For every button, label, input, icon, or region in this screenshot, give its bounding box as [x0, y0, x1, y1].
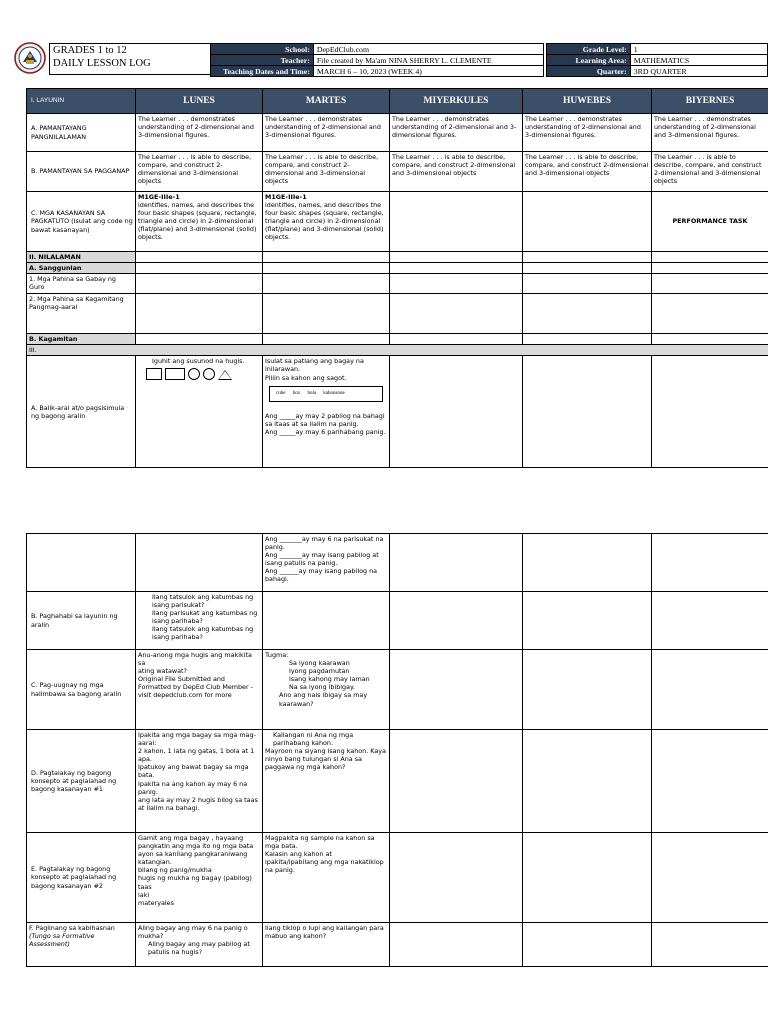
performance-standard-text: The Learner . . . is able to describe, compare, and construct 2-dimensional and 3-dimensional objects	[652, 152, 768, 192]
empty-cell	[136, 334, 263, 345]
table-row	[27, 356, 768, 468]
empty-cell	[652, 263, 768, 274]
balik-aral-tue-line: Piliin sa kahon ang sagot.	[265, 373, 347, 382]
tugma-question: Ano ang nais ibigay sa may kaarawan?	[279, 691, 368, 708]
empty-cell	[390, 192, 523, 252]
empty-cell	[523, 592, 652, 650]
balik-aral-tue-line: Isulat sa patlang ang bagay na inilarawan.	[265, 357, 364, 374]
paglinang-tue-line: Ilang tiklop o lupi ang kailangan para mabuo ang kahon?	[265, 924, 384, 941]
empty-cell	[263, 294, 390, 334]
table-row	[27, 274, 768, 294]
empty-cell	[136, 534, 263, 592]
empty-cell	[523, 274, 652, 294]
row-label-kagamitan: B. Kagamitan	[27, 334, 136, 345]
content-standard-text: The Learner . . . demonstrates understanding of 2-dimensional and 3-dimensional figures.	[390, 114, 523, 152]
empty-cell	[390, 730, 523, 833]
deped-seal-icon	[14, 42, 46, 74]
pagtalakay1-mon-line: Ipakita ang mga bagay sa mga mag-aaral:	[138, 731, 256, 748]
empty-cell	[523, 263, 652, 274]
paglinang-mon-line: Aling bagay ang may pabilog at patulis na hugis?	[148, 940, 250, 957]
empty-cell	[263, 252, 390, 263]
circle-shape-icon	[203, 368, 215, 380]
grade-level-label: Grade Level:	[547, 44, 631, 55]
dates-value: MARCH 6 – 10, 2023 (WEEK 4)	[313, 66, 543, 77]
empty-cell	[523, 923, 652, 967]
paghahabi-monday	[136, 592, 263, 650]
table-row	[27, 592, 768, 650]
empty-cell	[263, 263, 390, 274]
empty-cell	[652, 923, 768, 967]
empty-cell	[523, 192, 652, 252]
empty-cell	[523, 252, 652, 263]
pag-uugnay-mon-line: ating watawat?	[138, 667, 187, 676]
empty-cell	[263, 334, 390, 345]
empty-cell	[652, 650, 768, 730]
empty-cell	[390, 356, 523, 468]
row-label-pagtalakay-2: E. Pagtalakay ng bagong konsepto at paglalahad ng bagong kasanayan #2	[27, 833, 136, 923]
section-header-layunin: I. LAYUNIN	[27, 89, 136, 114]
empty-cell	[390, 923, 523, 967]
balik-aral-mon-instruction: Iguhit ang susunod na hugis.	[152, 357, 245, 366]
day-header-miyerkules: MIYERKULES	[390, 89, 523, 114]
tugma-line: Sa iyong kaarawan	[289, 659, 350, 668]
paglinang-tuesday	[263, 923, 390, 967]
competency-text: identifies, names, and describes the four basic shapes (square, rectangle, triangle and circle) in 2-dimensional (flat/plane) and 3-dimensional (solid) objects.	[138, 201, 257, 242]
paghahabi-question: Ilang parisukat ang katumbas ng isang parihaba?	[152, 609, 258, 626]
learning-area-value: MATHEMATICS	[630, 55, 767, 66]
pagtalakay2-tue-line: Kalasin ang kahon at ipakita/ipabilang ang mga nakatiklop na panig.	[265, 850, 384, 875]
day-header-martes: MARTES	[263, 89, 390, 114]
pagtalakay2-tuesday	[263, 833, 390, 923]
empty-cell	[652, 534, 768, 592]
grade-level-value: 1	[630, 44, 767, 55]
empty-cell	[652, 833, 768, 923]
paghahabi-question: Ilang tatsulok ang katumbas ng isang parihaba?	[152, 625, 254, 642]
paglinang-mon-line: Aling bagay ang may 6 na panig o mukha?	[138, 924, 248, 941]
pagtalakay1-mon-line: Ipakita na ang kahon ay may 6 na panig.	[138, 779, 248, 796]
tugma-line: Isang kahong may laman	[289, 675, 370, 684]
row-label-pamantayan-sa-pagganap: B. PAMANTAYAN SA PAGGANAP	[27, 152, 136, 192]
empty-cell	[390, 263, 523, 274]
table-row	[27, 650, 768, 730]
empty-cell	[523, 730, 652, 833]
day-header-huwebes: HUWEBES	[523, 89, 652, 114]
empty-cell	[390, 534, 523, 592]
empty-cell	[652, 294, 768, 334]
grades-title-box	[49, 43, 219, 75]
teacher-value: File created by Ma'am NINA SHERRY L. CLEMENTE	[313, 55, 543, 66]
content-standard-text: The Learner . . . demonstrates understanding of 2-dimensional and 3-dimensional figures.	[523, 114, 652, 152]
balik-aral-continued-tuesday	[263, 534, 390, 592]
empty-cell	[652, 334, 768, 345]
empty-cell	[652, 252, 768, 263]
empty-cell	[263, 274, 390, 294]
dates-label: Teaching Dates and Time:	[211, 66, 314, 77]
row-label-balik-aral: A. Balik-aral at/o pagsisimula ng bagong aralin	[27, 356, 136, 468]
rectangle-shape-icon	[165, 368, 185, 380]
row-label-pag-uugnay: C. Pag-uugnay ng mga halimbawa sa bagong aralin	[27, 650, 136, 730]
empty-cell	[523, 534, 652, 592]
quarter-label: Quarter:	[547, 66, 631, 77]
paglinang-sublabel: (Tungo sa Formative Assessment)	[29, 932, 95, 949]
performance-standard-text: The Learner . . . is able to describe, compare, and construct 2-dimensional and 3-dimensional objects	[263, 152, 390, 192]
empty-cell	[523, 294, 652, 334]
school-label: School:	[211, 44, 314, 55]
circle-shape-icon	[188, 368, 200, 380]
empty-cell	[390, 334, 523, 345]
balik-aral-monday	[136, 356, 263, 468]
empty-cell	[136, 274, 263, 294]
table-row	[27, 923, 768, 967]
performance-standard-text: The Learner . . . is able to describe, compare, and construct 2-dimensional and 3-dimensional objects	[390, 152, 523, 192]
competency-text: identifies, names, and describes the four basic shapes (square, rectangle, triangle and circle) in 2-dimensional (flat/plane) and 3-dimensional (solid) objects.	[265, 201, 384, 242]
empty-cell	[390, 252, 523, 263]
table-row	[27, 252, 768, 263]
empty-cell	[136, 263, 263, 274]
lesson-log-table-page-1	[26, 88, 768, 468]
table-row	[27, 152, 768, 192]
empty-cell	[136, 252, 263, 263]
grade-info-table	[546, 43, 768, 77]
pag-uugnay-monday	[136, 650, 263, 730]
empty-cell	[523, 334, 652, 345]
empty-cell	[390, 592, 523, 650]
competency-code: M1GE-IIIe-1	[265, 193, 307, 201]
triangle-shape-icon	[218, 370, 232, 380]
balik-aral-tue-line: Ang _____ay may 6 parihabang panig.	[265, 427, 386, 436]
pagtalakay1-monday	[136, 730, 263, 833]
pag-uugnay-tuesday	[263, 650, 390, 730]
balik-aral-tuesday	[263, 356, 390, 468]
pagtalakay1-tuesday	[263, 730, 390, 833]
tugma-title: Tugma:	[265, 651, 289, 659]
empty-cell	[390, 294, 523, 334]
table-row	[27, 263, 768, 274]
balik-aral-tue-line: Ang ______ay may isang pabilog na bahagi.	[265, 567, 378, 584]
pagtalakay2-mon-line: hugis ng mukha ng bagay (pabilog)	[138, 874, 252, 883]
pag-uugnay-mon-line: Original File Submitted and Formatted by DepEd Club Member - visit depedclub.com for more	[138, 675, 253, 700]
shape-pattern	[146, 368, 260, 380]
content-standard-text: The Learner . . . demonstrates understanding of 2-dimensional and 3-dimensional figures.	[136, 114, 263, 152]
row-label-ref-pangmag-aaral: 2. Mga Pahina sa Kagamitang Pangmag-aaral	[27, 294, 136, 334]
day-header-lunes: LUNES	[136, 89, 263, 114]
grades-line-2: DAILY LESSON LOG	[53, 58, 151, 69]
performance-standard-text: The Learner . . . is able to describe, compare, and construct 2-dimensional and 3-dimensional objects	[136, 152, 263, 192]
empty-cell	[263, 592, 390, 650]
pagtalakay2-mon-line: taas	[138, 882, 152, 891]
competency-code: M1GE-IIIe-1	[138, 193, 180, 201]
paglinang-label: F. Paglinang sa kabihasnan	[29, 924, 115, 932]
row-label-pagtalakay-1: D. Pagtalakay ng bagong konsepto at paglalahad ng bagong kasanayan #1	[27, 730, 136, 833]
lesson-log-table-page-2	[26, 533, 768, 967]
table-row	[27, 334, 768, 345]
school-info-table	[210, 43, 544, 77]
pagtalakay1-tue-line: Mayroon na siyang isang kahon. Kaya ninyo bang tulungan si Ana sa paggawa ng mga kahon?	[265, 747, 386, 772]
row-label-pamantayang-pangnilalaman: A. PAMANTAYANG PANGNILALAMAN	[27, 114, 136, 152]
balik-aral-tue-line: Ang _______ay may isang pabilog at isang patulis na panig.	[265, 551, 379, 568]
balik-aral-tue-line: Ang _______ay may 6 na parisukat na panig.	[265, 535, 384, 552]
empty-cell	[523, 650, 652, 730]
pag-uugnay-mon-line: Anu-anong mga hugis ang makikita sa	[138, 651, 252, 668]
performance-task-label: PERFORMANCE TASK	[652, 192, 768, 252]
empty-cell	[390, 274, 523, 294]
learning-area-label: Learning Area:	[547, 55, 631, 66]
empty-cell	[652, 730, 768, 833]
pagtalakay2-monday	[136, 833, 263, 923]
content-standard-text: The Learner . . . demonstrates understanding of 2-dimensional and 3-dimensional figures.	[263, 114, 390, 152]
empty-cell	[27, 534, 136, 592]
empty-cell	[652, 592, 768, 650]
competency-cell	[263, 192, 390, 252]
pagtalakay1-tue-line: Kailangan ni Ana ng mga parihabang kahon.	[273, 731, 354, 748]
row-label-mga-kasanayan: C. MGA KASANAYAN SA PAGKATUTO (Isulat ang code ng bawat kasanayan)	[27, 192, 136, 252]
content-standard-text: The Learner . . . demonstrates understanding of 2-dimensional and 3-dimensional figures.	[652, 114, 768, 152]
row-label-paglinang	[27, 923, 136, 967]
empty-cell	[390, 833, 523, 923]
pagtalakay1-mon-line: 2 kahon, 1 lata ng gatas, 1 bola at 1 apa.	[138, 747, 255, 764]
paglinang-monday	[136, 923, 263, 967]
grades-line-1: GRADES 1 to 12	[53, 45, 127, 56]
row-label-nilalaman: II. NILALAMAN	[27, 252, 136, 263]
empty-cell	[652, 356, 768, 468]
day-header-biyernes: BIYERNES	[652, 89, 768, 114]
empty-cell	[523, 833, 652, 923]
table-row	[27, 114, 768, 152]
pagtalakay2-mon-line: materyales	[138, 898, 174, 907]
square-shape-icon	[146, 368, 162, 380]
tugma-line: Na sa iyong ibibigay.	[289, 683, 355, 692]
table-row	[27, 345, 768, 356]
empty-cell	[136, 294, 263, 334]
paghahabi-question: Ilang tatsulok ang katumbas ng isang parisukat?	[152, 593, 254, 610]
table-row	[27, 534, 768, 592]
pagtalakay2-mon-line: Gamit ang mga bagay , hayaang pangkatin ang mga ito ng mga bata ayon sa kanilang pangkaraniwang katangian.	[138, 834, 254, 867]
pagtalakay2-mon-line: bilang ng panig/mukha	[138, 866, 212, 875]
competency-cell	[136, 192, 263, 252]
table-row	[27, 192, 768, 252]
row-label-ref-guro: 1. Mga Pahina sa Gabay ng Guro	[27, 274, 136, 294]
pagtalakay2-tue-line: Magpakita ng sample na kahon sa mga bata.	[265, 834, 375, 851]
school-value: DepEdClub.com	[313, 44, 543, 55]
balik-aral-tue-line: Ang _____ay may 2 pabilog na bahagi sa itaas at sa ilalim na panig.	[265, 411, 385, 428]
quarter-value: 3RD QUARTER	[630, 66, 767, 77]
table-row	[27, 833, 768, 923]
row-label-paghahabi: B. Paghahabi sa layunin ng aralin	[27, 592, 136, 650]
empty-cell	[523, 356, 652, 468]
row-label-iii: III.	[27, 345, 768, 356]
tugma-line: Iyong pagdamutan	[289, 667, 350, 676]
empty-cell	[652, 274, 768, 294]
pagtalakay2-mon-line: laki	[138, 890, 150, 899]
empty-cell	[390, 650, 523, 730]
table-row	[27, 730, 768, 833]
row-label-sanggunian: A. Sanggunian	[27, 263, 136, 274]
word-choice-box: cube box bola kahonsone	[269, 386, 383, 402]
teacher-label: Teacher:	[211, 55, 314, 66]
performance-standard-text: The Learner . . . is able to describe, compare, and construct 2-dimensional and 3-dimensional objects	[523, 152, 652, 192]
table-row	[27, 294, 768, 334]
pagtalakay1-mon-line: Ipatukoy ang bawat bagay sa mga bata.	[138, 763, 249, 780]
pagtalakay1-mon-line: ang lata ay may 2 hugis bilog sa taas at ilalim na bahagi.	[138, 795, 258, 812]
